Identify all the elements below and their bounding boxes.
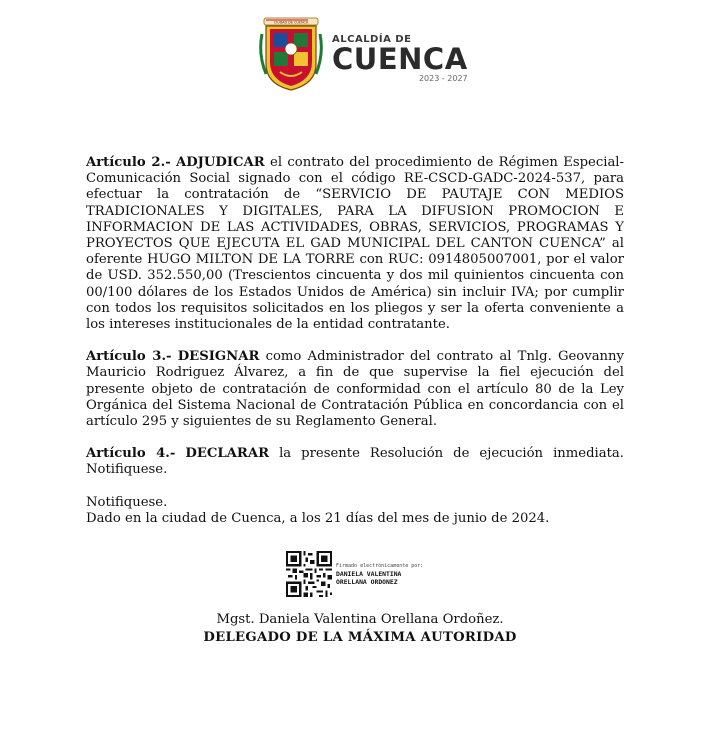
notify-line: Notifiquese. <box>86 494 168 510</box>
article-3-text: como Administrador del contrato al Tnlg. Geovanny Mauricio Rodriguez Álvarez, a fin de que supervise la fiel ejecución del presente objeto de contratación de conformidad con el artículo 80 de la Ley Orgánica del Sistema Nacional de Contratación Pública en concordancia con el artículo 295 y siguientes de su Reglamento General. <box>86 349 624 430</box>
document-body <box>86 155 624 527</box>
crest-caption: CIUDAD DE CUENCA <box>273 20 309 25</box>
qr-code-icon <box>286 551 332 597</box>
given-line: Dado en la ciudad de Cuenca, a los 21 días del mes de junio de 2024. <box>86 510 550 526</box>
article-3-action: DESIGNAR <box>177 349 260 365</box>
signature-caption: Firmado electrónicamente por: <box>336 563 424 569</box>
signature-name <box>336 570 401 586</box>
signer-name: Mgst. Daniela Valentina Orellana Ordoñez. <box>216 612 504 627</box>
article-3-label: Artículo 3.- <box>86 349 172 365</box>
alcaldia-logo <box>258 14 468 92</box>
signature-name-line2: ORELLANA ORDONEZ <box>336 578 398 586</box>
brand-years: 2023 - 2027 <box>418 74 468 83</box>
article-4-action: DECLARAR <box>185 446 270 462</box>
article-2-label: Artículo 2.- <box>86 155 171 170</box>
brand-main: CUENCA <box>332 42 468 76</box>
article-2 <box>86 155 624 333</box>
article-4 <box>86 446 624 478</box>
article-4-text: la presente Resolución de ejecución inmediata. Notifiquese. <box>86 446 624 478</box>
article-4-label: Artículo 4.- <box>86 446 176 462</box>
signature-name-line1: DANIELA VALENTINA <box>336 570 402 578</box>
signer-role: DELEGADO DE LA MÁXIMA AUTORIDAD <box>203 630 517 645</box>
brand-text <box>332 34 468 83</box>
electronic-signature <box>286 551 426 599</box>
article-2-text: el contrato del procedimiento de Régimen Especial-Comunicación Social signado con el código RE-CSCD-GADC-2024-537, para efectuar la contratación de “SERVICIO DE PAUTAJE CON MEDIOS TRADICIONALES Y DIGITALES, PARA LA DIFUSION PROMOCION E INFORMACION DE LAS ACTIVIDADES, OBRAS, SERVICIOS, PROGRAMAS Y PROYECTOS QUE EJECUTA EL GAD MUNICIPAL DEL CANTON CUENCA” al oferente HUGO MILTON DE LA TORRE con RUC: 0914805007001, por el valor de USD. 352.550,00 (Trescientos cincuenta y dos mil quinientos cincuenta con 00/100 dólares de los Estados Unidos de América) sin incluir IVA; por cumplir con todos los requisitos solicitados en los pliegos y ser la oferta conveniente a los intereses institucionales de la entidad contratante. <box>86 155 624 333</box>
article-3 <box>86 349 624 430</box>
article-2-action: ADJUDICAR <box>176 155 265 170</box>
cuenca-crest-icon <box>258 14 324 92</box>
brand-top: ALCALDÍA DE <box>332 34 412 45</box>
